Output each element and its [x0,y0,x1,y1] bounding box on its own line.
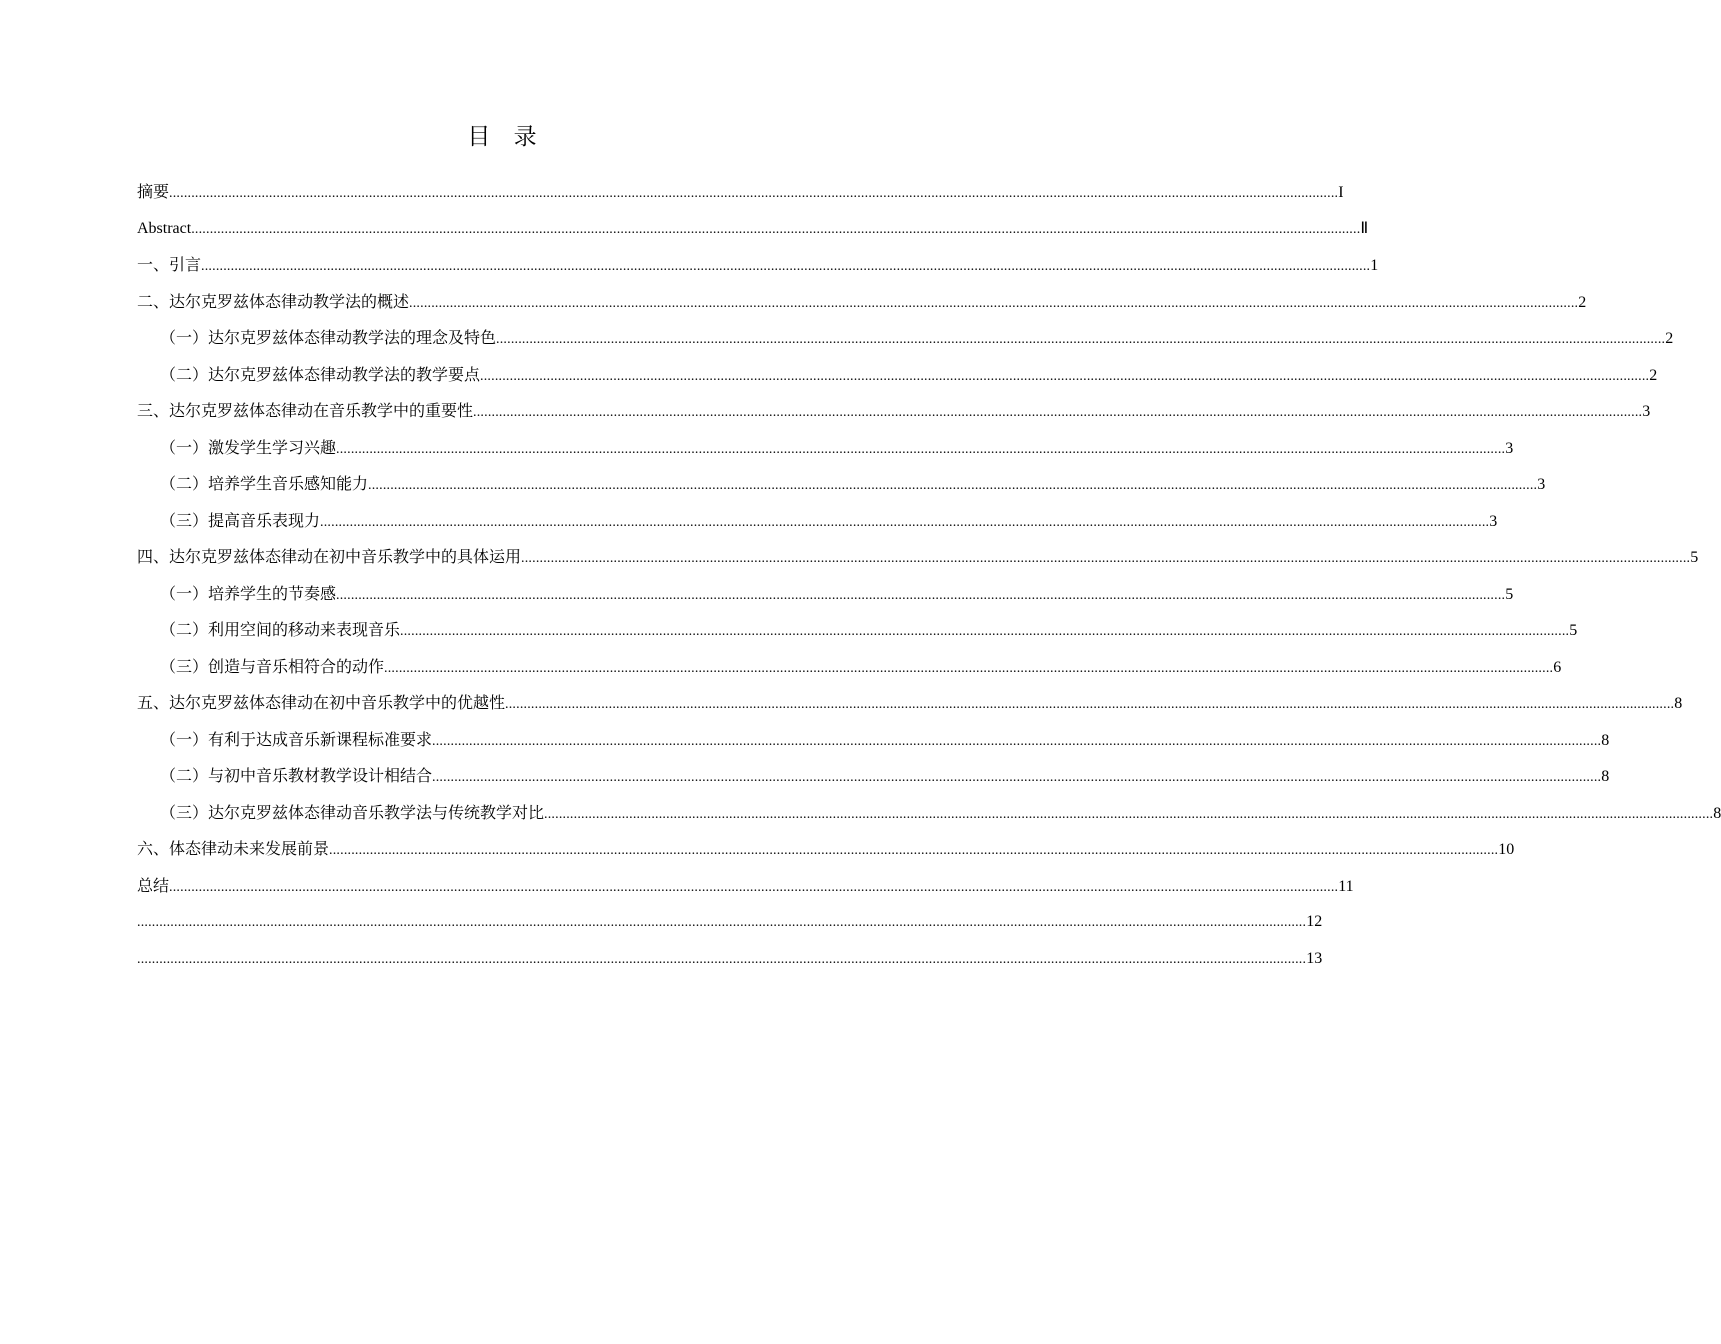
toc-page-number: 5 [1505,585,1514,603]
toc-dot-leader: ............................................................................................................................................................................................................................................................................................................................ [336,441,1506,457]
toc-dot-leader: ............................................................................................................................................................................................................................................................................................................................ [169,879,1339,895]
toc-page-number: 5 [1690,549,1699,566]
toc-dot-leader: ............................................................................................................................................................................................................................................................................................................................ [544,806,1714,822]
toc-dot-leader: ............................................................................................................................................................................................................................................................................................................................ [480,368,1650,384]
toc-entry-chapter-5[interactable] [137,689,1683,726]
toc-page-number: 10 [1498,841,1515,858]
toc-entry-section-4-3[interactable] [137,653,1562,690]
toc-entry-label: （二）与初中音乐教材教学设计相结合 [160,766,433,785]
toc-dot-leader: ............................................................................................................................................................................................................................................................................................................................ [505,697,1675,712]
toc-page-number: 11 [1338,877,1354,895]
toc-page-number: 3 [1642,403,1651,420]
toc-dot-leader: ............................................................................................................................................................................................................................................................................................................................ [329,843,1499,858]
toc-entry-introduction[interactable] [137,251,1379,288]
toc-page-number: 5 [1569,622,1578,639]
toc-entry-label: 二、达尔克罗兹体态律动教学法的概述 [137,291,410,311]
toc-entry-summary[interactable] [137,872,1354,909]
toc-entry-label: 六、体态律动未来发展前景 [137,839,330,858]
toc-entry-label: （一）培养学生的节奏感 [160,583,337,603]
toc-entry-label: 总结 [137,875,170,895]
toc-dot-leader: ............................................................................................................................................................................................................................................................................................................................ [320,514,1490,530]
toc-entry-label: 摘要 [137,182,170,201]
toc-entry-chapter-2[interactable] [137,288,1587,325]
toc-page-number: 2 [1665,330,1674,347]
toc-dot-leader: ............................................................................................................................................................................................................................................................................................................................ [137,915,1307,930]
toc-page-number: Ⅱ [1360,219,1369,237]
toc-page-number: 8 [1674,695,1683,712]
toc-page-number: 12 [1306,913,1323,930]
toc-entry-chapter-3[interactable] [137,397,1651,434]
toc-dot-leader: ............................................................................................................................................................................................................................................................................................................................ [137,951,1307,967]
toc-page-number: 2 [1649,366,1658,384]
toc-entry-label: （三）提高音乐表现力 [160,510,321,530]
toc-page-number: 3 [1537,476,1546,493]
toc-entry-label: Abstract [137,219,192,237]
toc-entry-label: 一、引言 [137,255,202,274]
toc-entry-abstract-cn[interactable] [137,178,1344,215]
toc-entry-section-5-1[interactable] [137,726,1610,763]
toc-dot-leader: ............................................................................................................................................................................................................................................................................................................................ [169,186,1339,201]
toc-dot-leader: ............................................................................................................................................................................................................................................................................................................................ [409,295,1579,311]
toc-entry-section-4-2[interactable] [137,616,1578,653]
toc-entry-label: （二）达尔克罗兹体态律动教学法的教学要点 [160,364,481,384]
toc-entry-untitled-13[interactable] [137,945,1323,982]
toc-entry-label: （三）创造与音乐相符合的动作 [160,656,385,676]
toc-entry-label: 五、达尔克罗兹体态律动在初中音乐教学中的优越性 [137,693,506,712]
toc-entry-section-5-2[interactable] [137,762,1610,799]
toc-entry-label: （三）达尔克罗兹体态律动音乐教学法与传统教学对比 [160,802,545,822]
toc-entry-label: （二）培养学生音乐感知能力 [160,474,369,493]
toc-entry-abstract-en[interactable] [137,215,1369,252]
toc-dot-leader: ............................................................................................................................................................................................................................................................................................................................ [336,587,1506,603]
toc-dot-leader: ............................................................................................................................................................................................................................................................................................................................ [201,259,1371,274]
toc-dot-leader: ............................................................................................................................................................................................................................................................................................................................ [191,221,1361,237]
toc-dot-leader: ............................................................................................................................................................................................................................................................................................................................ [384,660,1554,676]
page-title: 目 录 [467,124,545,150]
toc-entry-label: （一）有利于达成音乐新课程标准要求 [160,729,433,749]
toc-dot-leader: ............................................................................................................................................................................................................................................................................................................................ [473,405,1643,420]
toc-dot-leader: ............................................................................................................................................................................................................................................................................................................................ [368,478,1538,493]
toc-dot-leader: ............................................................................................................................................................................................................................................................................................................................ [432,770,1602,785]
toc-entry-label: 四、达尔克罗兹体态律动在初中音乐教学中的具体运用 [137,547,522,566]
toc-entry-section-2-2[interactable] [137,361,1658,398]
toc-page-number: 6 [1553,658,1562,676]
toc-entry-untitled-12[interactable] [137,908,1323,945]
toc-entry-chapter-6[interactable] [137,835,1515,872]
toc-page-number: 1 [1370,257,1379,274]
toc-entry-section-3-2[interactable] [137,470,1546,507]
toc-entry-section-3-1[interactable] [137,434,1514,471]
toc-dot-leader: ............................................................................................................................................................................................................................................................................................................................ [521,551,1691,566]
table-of-contents [137,178,1721,981]
toc-dot-leader: ............................................................................................................................................................................................................................................................................................................................ [432,733,1602,749]
toc-entry-label: （一）激发学生学习兴趣 [160,437,337,457]
toc-page-number: 13 [1306,949,1323,967]
toc-dot-leader: ............................................................................................................................................................................................................................................................................................................................ [496,332,1666,347]
toc-entry-label: （二）利用空间的移动来表现音乐 [160,620,401,639]
toc-page-number: I [1338,184,1344,201]
toc-page-number: 8 [1601,731,1610,749]
toc-page-number: 2 [1578,293,1587,311]
toc-entry-chapter-4[interactable] [137,543,1699,580]
toc-entry-section-5-3[interactable] [137,799,1721,836]
toc-entry-section-3-3[interactable] [137,507,1498,544]
toc-page-number: 3 [1489,512,1498,530]
toc-entry-section-2-1[interactable] [137,324,1674,361]
toc-dot-leader: ............................................................................................................................................................................................................................................................................................................................ [400,624,1570,639]
toc-entry-section-4-1[interactable] [137,580,1514,617]
toc-entry-label: 三、达尔克罗兹体态律动在音乐教学中的重要性 [137,401,474,420]
toc-page-number: 8 [1713,804,1721,822]
toc-page-number: 8 [1601,768,1610,785]
toc-entry-label: （一）达尔克罗兹体态律动教学法的理念及特色 [160,328,497,347]
toc-page-number: 3 [1505,439,1514,457]
